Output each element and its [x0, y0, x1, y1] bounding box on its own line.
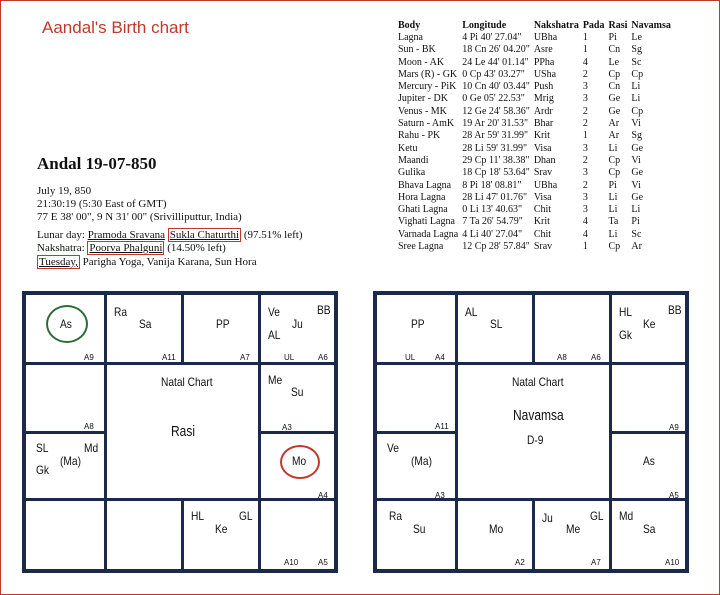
table-cell: 18 Cn 26' 04.20" — [462, 44, 530, 56]
table-cell: Sg — [631, 130, 642, 142]
rasi-ve: Ve — [268, 305, 280, 319]
table-cell: Ghati Lagna — [398, 204, 448, 216]
rasi-ma: (Ma) — [60, 454, 81, 468]
table-cell: Cn — [608, 44, 621, 56]
table-cell: 4 Pi 40' 27.04" — [462, 32, 522, 43]
table-cell: Cn — [608, 81, 621, 93]
table-row — [396, 106, 673, 118]
nav-su: Su — [413, 522, 426, 536]
table-cell: UBha — [533, 32, 558, 43]
table-row — [396, 130, 673, 142]
rasi-al: AL — [268, 328, 281, 342]
table-row — [396, 180, 673, 192]
rasi-center-name: Rasi — [171, 423, 196, 440]
nav-al: AL — [465, 305, 478, 319]
table-cell: Srav — [533, 167, 553, 179]
nav-a4: A4 — [435, 353, 445, 362]
table-header-cell: Longitude — [462, 20, 507, 31]
nakshatra — [37, 242, 226, 254]
rasi-md: Md — [84, 441, 99, 455]
rasi-me: Me — [268, 373, 283, 387]
table-row — [396, 57, 673, 69]
table-cell: Moon - AK — [398, 56, 445, 68]
table-cell: Saturn - AmK — [398, 118, 455, 130]
table-cell: Vi — [631, 154, 641, 166]
table-cell: Cp — [608, 154, 621, 166]
nakshatra-pct: (14.50% left) — [167, 242, 226, 254]
weekday-yoga — [37, 256, 257, 268]
nakshatra-value: Poorva Phalguni — [89, 242, 163, 254]
table-cell: Pi — [608, 179, 617, 191]
nav-a8: A8 — [557, 353, 567, 362]
table-cell: 3 — [582, 167, 588, 179]
table-row — [396, 241, 673, 253]
table-cell: 1 — [582, 44, 588, 56]
table-cell: Bhar — [533, 118, 554, 130]
nav-ke: Ke — [643, 317, 656, 331]
page-heading: Aandal's Birth chart — [42, 18, 189, 37]
table-cell: 0 Li 13' 40.63" — [462, 204, 523, 216]
rasi-a6: A6 — [318, 353, 328, 362]
rasi-center-title: Natal Chart — [161, 375, 213, 389]
table-cell: 1 — [582, 32, 588, 43]
nav-md: Md — [619, 509, 634, 523]
birth-date: July 19, 850 — [37, 185, 92, 197]
rasi-a8: A8 — [84, 422, 94, 431]
table-cell: 12 Ge 24' 58.36" — [462, 105, 530, 117]
table-cell: Hora Lagna — [398, 191, 446, 203]
rasi-ul: UL — [284, 353, 295, 362]
table-cell: Ge — [631, 191, 644, 203]
nav-as: As — [643, 454, 655, 468]
nav-gk: Gk — [619, 328, 633, 342]
table-cell: Push — [533, 81, 554, 93]
table-cell: Ar — [608, 118, 620, 130]
table-cell: 28 Li 47' 01.76" — [462, 191, 528, 203]
table-cell: 28 Li 59' 31.99" — [462, 142, 528, 154]
table-cell: Chit — [533, 204, 552, 216]
table-cell: Sg — [631, 44, 642, 56]
nav-hl: HL — [619, 305, 633, 319]
table-cell: Vi — [631, 118, 641, 130]
chart-title: Andal 19-07-850 — [37, 154, 157, 173]
table-cell: Ketu — [398, 142, 418, 154]
rasi-gl: GL — [239, 509, 253, 523]
table-cell: Li — [608, 142, 618, 154]
table-cell: Ar — [631, 241, 642, 253]
table-cell: Ge — [631, 142, 644, 154]
table-cell: USha — [533, 68, 557, 80]
nav-center-name: Navamsa — [513, 407, 564, 424]
table-cell: Cp — [608, 241, 621, 253]
table-cell: Ge — [631, 167, 644, 179]
rasi-chart — [22, 291, 338, 573]
nav-gl: GL — [590, 509, 604, 523]
rasi-gk: Gk — [36, 463, 50, 477]
table-row — [396, 69, 673, 81]
rasi-as: As — [60, 317, 72, 331]
table-cell: Rahu - PK — [398, 130, 441, 142]
table-cell: Li — [608, 191, 618, 203]
nav-ju: Ju — [542, 511, 553, 525]
weekday: Tuesday, — [39, 256, 78, 268]
table-cell: Li — [631, 204, 641, 216]
rasi-pp: PP — [216, 317, 230, 331]
rasi-sa: Sa — [139, 317, 152, 331]
nav-bb: BB — [668, 303, 682, 317]
table-cell: 8 Pi 18' 08.81" — [462, 179, 522, 191]
table-cell: 4 — [582, 228, 588, 240]
nav-a10: A10 — [665, 558, 680, 567]
nav-a5: A5 — [669, 491, 679, 500]
birth-time: 21:30:19 (5:30 East of GMT) — [37, 198, 167, 210]
lunar-day-label: Lunar day: — [37, 229, 85, 241]
table-cell: Dhan — [533, 154, 556, 166]
table-cell: 2 — [582, 105, 588, 117]
rasi-a11: A11 — [162, 353, 176, 362]
table-cell: Cp — [608, 68, 621, 80]
table-cell: 10 Cn 40' 03.44" — [462, 81, 530, 93]
table-cell: 2 — [582, 179, 588, 191]
rasi-su: Su — [291, 385, 304, 399]
table-cell: Li — [608, 204, 618, 216]
nav-sa: Sa — [643, 522, 656, 536]
table-header-cell: Body — [398, 20, 421, 31]
table-row — [396, 216, 673, 228]
lunar-day-tithi: Sukla Chaturthi — [169, 229, 240, 241]
planet-table — [396, 20, 673, 253]
table-cell: Venus - MK — [398, 105, 447, 117]
table-cell: Mercury - PiK — [398, 81, 457, 93]
table-cell: Mars (R) - GK — [398, 68, 458, 80]
table-cell: Ge — [608, 93, 621, 105]
nav-mo: Mo — [489, 522, 504, 536]
lunar-day-pct: (97.51% left) — [243, 229, 303, 241]
table-cell: Visa — [533, 142, 552, 154]
lunar-day-month: Pramoda Sravana — [87, 229, 165, 241]
table-cell: UBha — [533, 179, 558, 191]
table-row — [396, 143, 673, 155]
rasi-ra: Ra — [114, 305, 128, 319]
table-row — [396, 93, 673, 105]
rasi-a9: A9 — [84, 353, 94, 362]
table-cell: Sc — [631, 228, 642, 240]
nav-sl: SL — [490, 317, 503, 331]
table-cell: Pi — [631, 216, 640, 228]
table-cell: Srav — [533, 241, 553, 253]
rasi-a7: A7 — [240, 353, 250, 362]
table-header-cell: Nakshatra — [533, 20, 579, 31]
table-cell: Ge — [608, 105, 621, 117]
rasi-ke: Ke — [215, 522, 228, 536]
nav-a3: A3 — [435, 491, 445, 500]
table-row — [396, 32, 673, 44]
nav-ra: Ra — [389, 509, 403, 523]
table-cell: PPha — [533, 56, 555, 68]
table-cell: 4 — [582, 56, 588, 68]
table-cell: Vighati Lagna — [398, 216, 455, 228]
nav-a6: A6 — [591, 353, 601, 362]
table-row — [396, 155, 673, 167]
table-cell: Li — [631, 93, 641, 105]
table-cell: 29 Cp 11' 38.38" — [462, 154, 530, 166]
table-cell: Bhava Lagna — [398, 179, 452, 191]
table-row — [396, 118, 673, 130]
rasi-ju: Ju — [292, 317, 303, 331]
table-cell: 12 Cp 28' 57.84" — [462, 241, 530, 253]
table-cell: Gulika — [398, 167, 426, 179]
birth-place: 77 E 38' 00", 9 N 31' 00" (Srivilliputtur, India) — [37, 211, 242, 223]
table-cell: Vi — [631, 179, 641, 191]
table-cell: 24 Le 44' 01.14" — [462, 56, 529, 68]
table-cell: Maandi — [398, 154, 429, 166]
navamsa-chart — [373, 291, 689, 573]
table-cell: 0 Cp 43' 03.27" — [462, 68, 525, 80]
nakshatra-label: Nakshatra: — [37, 242, 85, 254]
table-cell: Ar — [608, 130, 620, 142]
table-header-row — [396, 20, 673, 32]
table-cell: Pi — [608, 32, 617, 43]
table-cell: Cp — [631, 105, 644, 117]
rasi-a4: A4 — [318, 491, 328, 500]
table-row — [396, 44, 673, 56]
table-cell: 2 — [582, 68, 588, 80]
table-cell: Chit — [533, 228, 552, 240]
table-cell: 19 Ar 20' 31.53" — [462, 118, 529, 130]
table-cell: Visa — [533, 191, 552, 203]
table-header-cell: Pada — [582, 20, 605, 31]
table-cell: Lagna — [398, 32, 423, 43]
table-cell: Varnada Lagna — [398, 228, 459, 240]
table-cell: 3 — [582, 204, 588, 216]
rasi-a5: A5 — [318, 558, 328, 567]
table-row — [396, 167, 673, 179]
rasi-bb: BB — [317, 303, 331, 317]
table-cell: Le — [608, 56, 620, 68]
table-row — [396, 192, 673, 204]
nav-pp: PP — [411, 317, 425, 331]
table-cell: 4 Li 40' 27.04" — [462, 228, 523, 240]
table-cell: 0 Ge 05' 22.53" — [462, 93, 525, 105]
table-cell: Le — [631, 32, 642, 43]
table-cell: Ardr — [533, 105, 553, 117]
table-cell: Jupiter - DK — [398, 93, 448, 105]
table-cell: Asre — [533, 44, 553, 56]
table-cell: 2 — [582, 154, 588, 166]
table-cell: Cp — [608, 167, 621, 179]
nav-center-sub: D-9 — [527, 433, 544, 447]
table-cell: 3 — [582, 191, 588, 203]
table-header-cell: Rasi — [608, 20, 628, 31]
table-cell: Li — [608, 228, 618, 240]
table-cell: 1 — [582, 241, 588, 253]
table-cell: 18 Cp 18' 53.64" — [462, 167, 530, 179]
nav-a7: A7 — [591, 558, 601, 567]
nav-ma: (Ma) — [411, 454, 432, 468]
table-cell: Krit — [533, 216, 550, 228]
table-cell: Sree Lagna — [398, 241, 444, 253]
table-cell: Ta — [608, 216, 619, 228]
table-cell: Krit — [533, 130, 550, 142]
rasi-hl: HL — [191, 509, 205, 523]
nav-ve: Ve — [387, 441, 399, 455]
table-cell: Mrig — [533, 93, 554, 105]
table-cell: 28 Ar 59' 31.99" — [462, 130, 529, 142]
table-cell: Sun - BK — [398, 44, 436, 56]
table-cell: 2 — [582, 118, 588, 130]
table-cell: 3 — [582, 93, 588, 105]
nav-a11: A11 — [435, 422, 449, 431]
nav-a2: A2 — [515, 558, 525, 567]
table-row — [396, 81, 673, 93]
nav-center-title: Natal Chart — [512, 375, 564, 389]
nav-a9: A9 — [669, 423, 679, 432]
rasi-a3: A3 — [282, 423, 292, 432]
table-cell: Li — [631, 81, 641, 93]
table-row — [396, 229, 673, 241]
table-cell: 1 — [582, 130, 588, 142]
yoga: Parigha Yoga, Vanija Karana, Sun Hora — [82, 256, 257, 268]
table-cell: 3 — [582, 81, 588, 93]
rasi-sl: SL — [36, 441, 49, 455]
table-cell: 3 — [582, 142, 588, 154]
lunar-day — [37, 229, 303, 241]
nav-ul: UL — [405, 353, 416, 362]
table-cell: 4 — [582, 216, 588, 228]
table-row — [396, 204, 673, 216]
nav-me: Me — [566, 522, 581, 536]
table-body — [396, 32, 673, 253]
table-header-cell: Navamsa — [631, 20, 671, 31]
table-cell: Sc — [631, 56, 642, 68]
rasi-mo: Mo — [292, 454, 307, 468]
table-cell: Cp — [631, 68, 644, 80]
rasi-a10: A10 — [284, 558, 299, 567]
table-cell: 7 Ta 26' 54.79" — [462, 216, 523, 228]
